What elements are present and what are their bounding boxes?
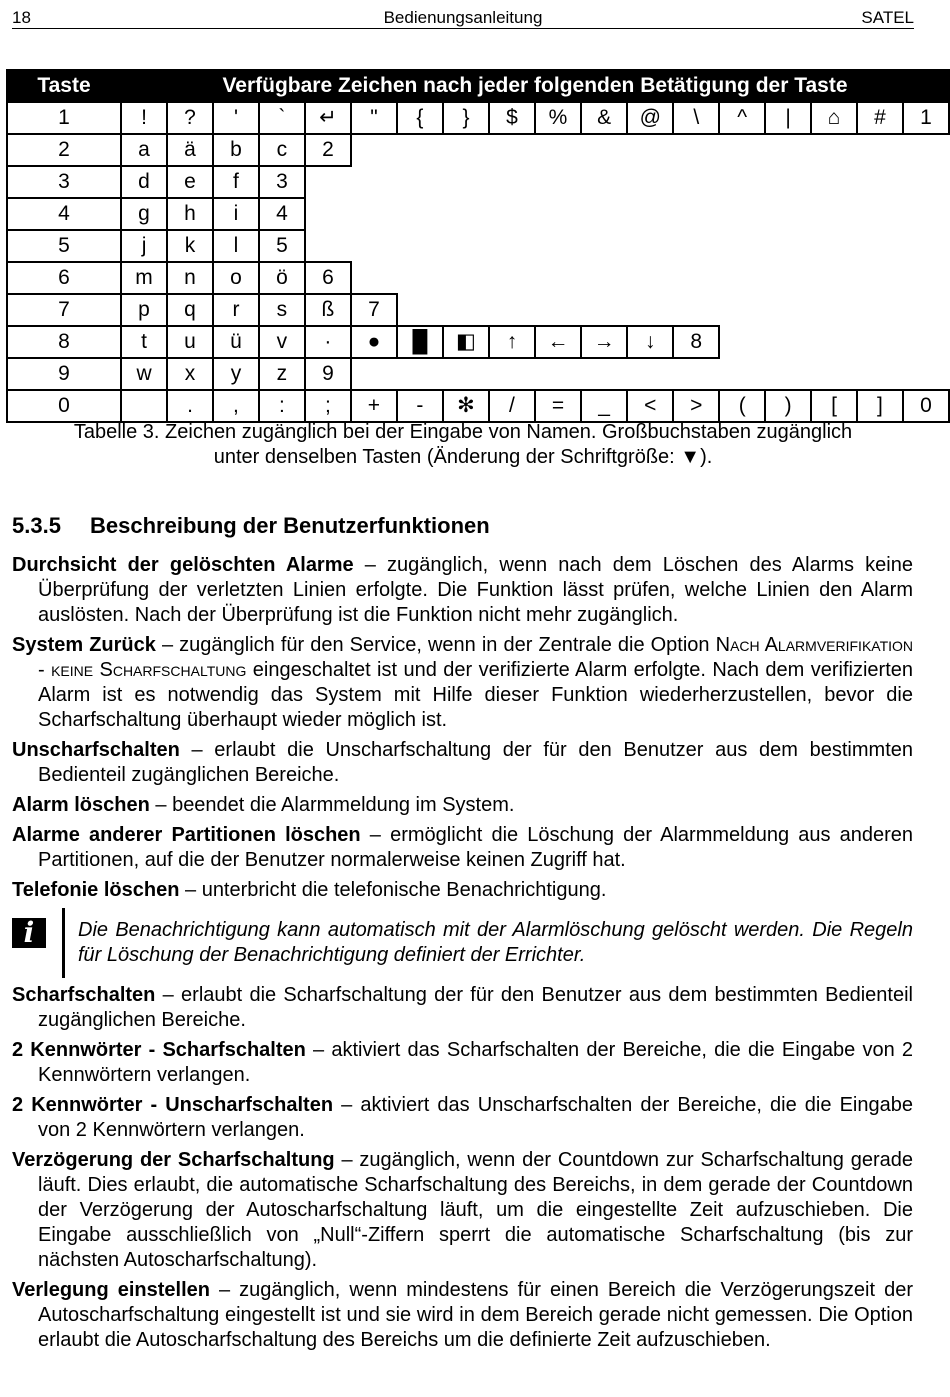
empty-cell [765,166,811,198]
empty-cell [627,358,673,390]
char-cell: ; [305,390,351,422]
char-cell: y [213,358,259,390]
item-text: – zugänglich, wenn nach dem Löschen des Alarms keine Überprüfung der verletzten Linien erfolgte. Die Funktion lässt prüfen, welche Linien den Alarm auslösten. Nach der Überprüfung ist die Funktion nicht mehr zugänglich. [38,554,913,626]
empty-cell [305,198,351,230]
item-term: Scharfschalten [12,984,156,1006]
empty-cell [719,262,765,294]
empty-cell [351,262,397,294]
item-alarm-loeschen [12,793,913,818]
empty-cell [351,166,397,198]
item-scharfschalten [12,983,913,1033]
char-cell: · [305,326,351,358]
empty-cell [535,294,581,326]
empty-cell [857,262,903,294]
empty-cell [489,358,535,390]
char-cell: e [167,166,213,198]
empty-cell [811,294,857,326]
char-cell: # [857,102,903,134]
empty-cell [765,230,811,262]
item-text: – unterbricht die telefonische Benachrichtigung. [179,879,607,901]
char-cell: ↵ [305,102,351,134]
char-cell: > [673,390,719,422]
function-list [12,553,913,1358]
item-text: – zugänglich für den Service, wenn in der Zentrale die Option [155,634,716,656]
key-cell: 8 [7,326,121,358]
char-cell: ) [765,390,811,422]
empty-cell [489,230,535,262]
char-cell: ^ [719,102,765,134]
char-cell: ✻ [443,390,489,422]
item-2-kennwoerter-scharf [12,1038,913,1088]
item-unscharfschalten [12,738,913,788]
char-cell: m [121,262,167,294]
empty-cell [903,166,949,198]
char-cell: ↑ [489,326,535,358]
item-2-kennwoerter-unscharf [12,1093,913,1143]
char-cell: " [351,102,397,134]
empty-cell [581,166,627,198]
char-cell: k [167,230,213,262]
char-cell: ? [167,102,213,134]
empty-cell [903,262,949,294]
char-cell: b [213,134,259,166]
empty-cell [581,230,627,262]
char-cell: ! [121,102,167,134]
empty-cell [443,358,489,390]
empty-cell [627,166,673,198]
char-cell: j [121,230,167,262]
caption-line-1: Tabelle 3. Zeichen zugänglich bei der Eingabe von Namen. Großbuchstaben zugänglich [73,421,853,443]
table-row [7,262,949,294]
empty-cell [443,294,489,326]
item-term: Unscharfschalten [12,739,180,761]
char-cell: ] [857,390,903,422]
empty-cell [673,230,719,262]
table-header-chars: Verfügbare Zeichen nach jeder folgenden Betätigung der Taste [121,70,949,102]
item-verzoegerung [12,1148,913,1273]
table-row [7,102,949,134]
item-system-zurueck [12,633,913,733]
char-cell: w [121,358,167,390]
char-cell: 1 [903,102,949,134]
table-caption [12,420,914,470]
empty-cell [719,326,765,358]
item-term: Verzögerung der Scharfschaltung [12,1149,335,1171]
item-term: System Zurück [12,634,156,656]
empty-cell [627,294,673,326]
empty-cell [443,198,489,230]
item-term: Alarme anderer Partitionen löschen [12,824,361,846]
item-text: – ermöglicht die Löschung der Alarmmeldung aus anderen Partitionen, auf die der Benutzer normalerweise keinen Zugriff hat. [38,824,914,871]
char-cell: n [167,262,213,294]
char-cell: z [259,358,305,390]
table-row [7,134,949,166]
char-cell: & [581,102,627,134]
empty-cell [765,262,811,294]
header-title: Bedienungsanleitung [383,8,543,27]
char-cell: x [167,358,213,390]
empty-cell [765,134,811,166]
empty-cell [351,198,397,230]
char-cell: d [121,166,167,198]
item-term: 2 Kennwörter - Unscharfschalten [12,1094,334,1116]
empty-cell [719,294,765,326]
empty-cell [535,262,581,294]
char-cell: $ [489,102,535,134]
key-cell: 3 [7,166,121,198]
empty-cell [903,326,949,358]
char-cell: \ [673,102,719,134]
item-term: Telefonie löschen [12,879,180,901]
char-cell: % [535,102,581,134]
empty-cell [673,166,719,198]
char-cell: } [443,102,489,134]
empty-cell [443,230,489,262]
table-row [7,230,949,262]
empty-cell [673,294,719,326]
empty-cell [811,358,857,390]
char-cell: / [489,390,535,422]
char-cell: ' [213,102,259,134]
empty-cell [719,230,765,262]
header-brand: SATEL [861,8,914,27]
char-cell: 7 [351,294,397,326]
table-row [7,326,949,358]
empty-cell [765,198,811,230]
table-row [7,358,949,390]
empty-cell [627,262,673,294]
empty-cell [765,326,811,358]
char-cell: ● [351,326,397,358]
empty-cell [535,230,581,262]
char-cell: ü [213,326,259,358]
info-icon: i [12,918,46,948]
item-text: – beendet die Alarmmeldung im System. [149,794,515,816]
table-row [7,294,949,326]
table-header-key: Taste [7,70,121,102]
empty-cell [397,294,443,326]
item-term: Alarm löschen [12,794,150,816]
empty-cell [489,262,535,294]
empty-cell [857,294,903,326]
empty-cell [627,134,673,166]
note-divider [62,908,65,978]
char-cell: , [213,390,259,422]
empty-cell [857,326,903,358]
item-text: – zugänglich, wenn der Countdown zur Scharfschaltung gerade läuft. Dies erlaubt, die automatische Scharfschaltung des Bereichs, in dem gerade der Countdown der Verzögerung der Autoscharfschaltung läuft, um die eingestellte Zeit aufzuschieben. Die Eingabe ausschließlich von „Null“-Ziffern sperrt die automatische Scharfschaltung (bis zur nächsten Autoscharfschaltung). [38,1149,913,1271]
empty-cell [397,198,443,230]
char-cell: q [167,294,213,326]
char-cell: → [581,326,627,358]
section-title: Beschreibung der Benutzerfunktionen [90,513,490,538]
empty-cell [857,358,903,390]
empty-cell [305,230,351,262]
char-cell: : [259,390,305,422]
char-cell: 3 [259,166,305,198]
option-name: Nach Alarmverifikation - keine Scharfschaltung [38,634,914,681]
empty-cell [397,166,443,198]
char-cell: h [167,198,213,230]
char-cell: i [213,198,259,230]
char-cell: 5 [259,230,305,262]
char-cell [121,390,167,422]
char-cell: 4 [259,198,305,230]
char-cell: 6 [305,262,351,294]
empty-cell [673,134,719,166]
empty-cell [719,134,765,166]
char-cell: 9 [305,358,351,390]
empty-cell [719,358,765,390]
empty-cell [489,294,535,326]
char-cell: l [213,230,259,262]
table-row [7,166,949,198]
char-cell: p [121,294,167,326]
item-verlegung [12,1278,913,1353]
item-term: Verlegung einstellen [12,1279,210,1301]
char-cell: ß [305,294,351,326]
empty-cell [903,230,949,262]
empty-cell [397,358,443,390]
char-cell: ö [259,262,305,294]
key-cell: 5 [7,230,121,262]
empty-cell [903,358,949,390]
item-text: – aktiviert das Scharfschalten der Bereiche, die die Eingabe von 2 Kennwörtern verlangen. [38,1039,913,1086]
empty-cell [811,326,857,358]
empty-cell [811,230,857,262]
item-alarme-partitionen [12,823,913,873]
empty-cell [673,262,719,294]
empty-cell [811,262,857,294]
empty-cell [397,230,443,262]
char-cell: c [259,134,305,166]
item-text: – erlaubt die Unscharfschaltung der für den Benutzer aus dem bestimmten Bedienteil zugänglichen Bereiche. [38,739,913,786]
empty-cell [305,166,351,198]
char-cell: - [397,390,443,422]
empty-cell [627,198,673,230]
char-cell: + [351,390,397,422]
empty-cell [351,358,397,390]
char-cell: r [213,294,259,326]
char-cell: ⌂ [811,102,857,134]
empty-cell [903,134,949,166]
empty-cell [811,198,857,230]
empty-cell [535,134,581,166]
char-cell: | [765,102,811,134]
char-cell: _ [581,390,627,422]
char-cell: ◧ [443,326,489,358]
item-durchsicht [12,553,913,628]
table-row [7,390,949,422]
empty-cell [857,198,903,230]
empty-cell [489,134,535,166]
empty-cell [857,166,903,198]
char-cell: 2 [305,134,351,166]
item-telefonie-loeschen [12,878,913,903]
empty-cell [765,358,811,390]
empty-cell [581,198,627,230]
empty-cell [719,166,765,198]
char-cell: █ [397,326,443,358]
page-header [12,4,914,29]
empty-cell [857,134,903,166]
empty-cell [581,262,627,294]
character-table [6,69,950,423]
char-cell: ` [259,102,305,134]
section-number: 5.3.5 [12,513,61,538]
char-cell: < [627,390,673,422]
empty-cell [397,262,443,294]
char-cell: g [121,198,167,230]
char-cell: f [213,166,259,198]
item-text: – aktiviert das Unscharfschalten der Bereiche, die die Eingabe von 2 Kennwörtern verlangen. [38,1094,913,1141]
table-row [7,198,949,230]
char-cell: ← [535,326,581,358]
page-number: 18 [12,8,31,27]
caption-line-2: unter denselben Tasten (Änderung der Schriftgröße: ▼). [213,446,713,468]
key-cell: 7 [7,294,121,326]
key-cell: 0 [7,390,121,422]
empty-cell [351,230,397,262]
char-cell: o [213,262,259,294]
char-cell: ä [167,134,213,166]
char-cell: 8 [673,326,719,358]
empty-cell [535,198,581,230]
char-cell: @ [627,102,673,134]
item-text: – zugänglich, wenn mindestens für einen Bereich die Verzögerungszeit der Autoscharfschaltung eingestellt ist und sie wird in dem Bereich gerade nicht gemessen. Die Option erlaubt die Autoscharfschaltung des Bereichs um die definierte Zeit aufzuschieben. [38,1279,913,1351]
key-cell: 6 [7,262,121,294]
char-cell: t [121,326,167,358]
section-heading [12,513,490,539]
char-cell: a [121,134,167,166]
info-note [12,908,913,978]
empty-cell [673,358,719,390]
key-cell: 9 [7,358,121,390]
empty-cell [581,294,627,326]
empty-cell [765,294,811,326]
empty-cell [351,134,397,166]
empty-cell [903,294,949,326]
empty-cell [489,198,535,230]
empty-cell [581,358,627,390]
char-cell: 0 [903,390,949,422]
note-text: Die Benachrichtigung kann automatisch mit der Alarmlöschung gelöscht werden. Die Regeln für Löschung der Benachrichtigung definiert der Errichter. [78,919,913,966]
empty-cell [719,198,765,230]
empty-cell [443,134,489,166]
empty-cell [443,166,489,198]
item-term: 2 Kennwörter - Scharfschalten [12,1039,306,1061]
char-cell: = [535,390,581,422]
char-cell: { [397,102,443,134]
empty-cell [811,166,857,198]
empty-cell [489,166,535,198]
empty-cell [535,166,581,198]
char-cell: u [167,326,213,358]
empty-cell [857,230,903,262]
item-text: eingeschaltet ist und der verifizierte Alarm erfolgte. Nach dem verifizierten Alarm ist es notwendig das System mit Hilfe dieser Funktion wiederherzustellen, bevor die Scharfschaltung überhaupt wieder möglich ist. [38,659,914,731]
empty-cell [581,134,627,166]
key-cell: 2 [7,134,121,166]
char-cell: ( [719,390,765,422]
empty-cell [673,198,719,230]
empty-cell [535,358,581,390]
empty-cell [397,134,443,166]
empty-cell [903,198,949,230]
char-cell: . [167,390,213,422]
empty-cell [627,230,673,262]
char-cell: ↓ [627,326,673,358]
char-cell: [ [811,390,857,422]
item-text: – erlaubt die Scharfschaltung der für den Benutzer aus dem bestimmten Bedienteil zugänglichen Bereiche. [38,984,913,1031]
char-cell: s [259,294,305,326]
key-cell: 1 [7,102,121,134]
item-term: Durchsicht der gelöschten Alarme [12,554,354,576]
empty-cell [443,262,489,294]
char-cell: v [259,326,305,358]
key-cell: 4 [7,198,121,230]
empty-cell [811,134,857,166]
